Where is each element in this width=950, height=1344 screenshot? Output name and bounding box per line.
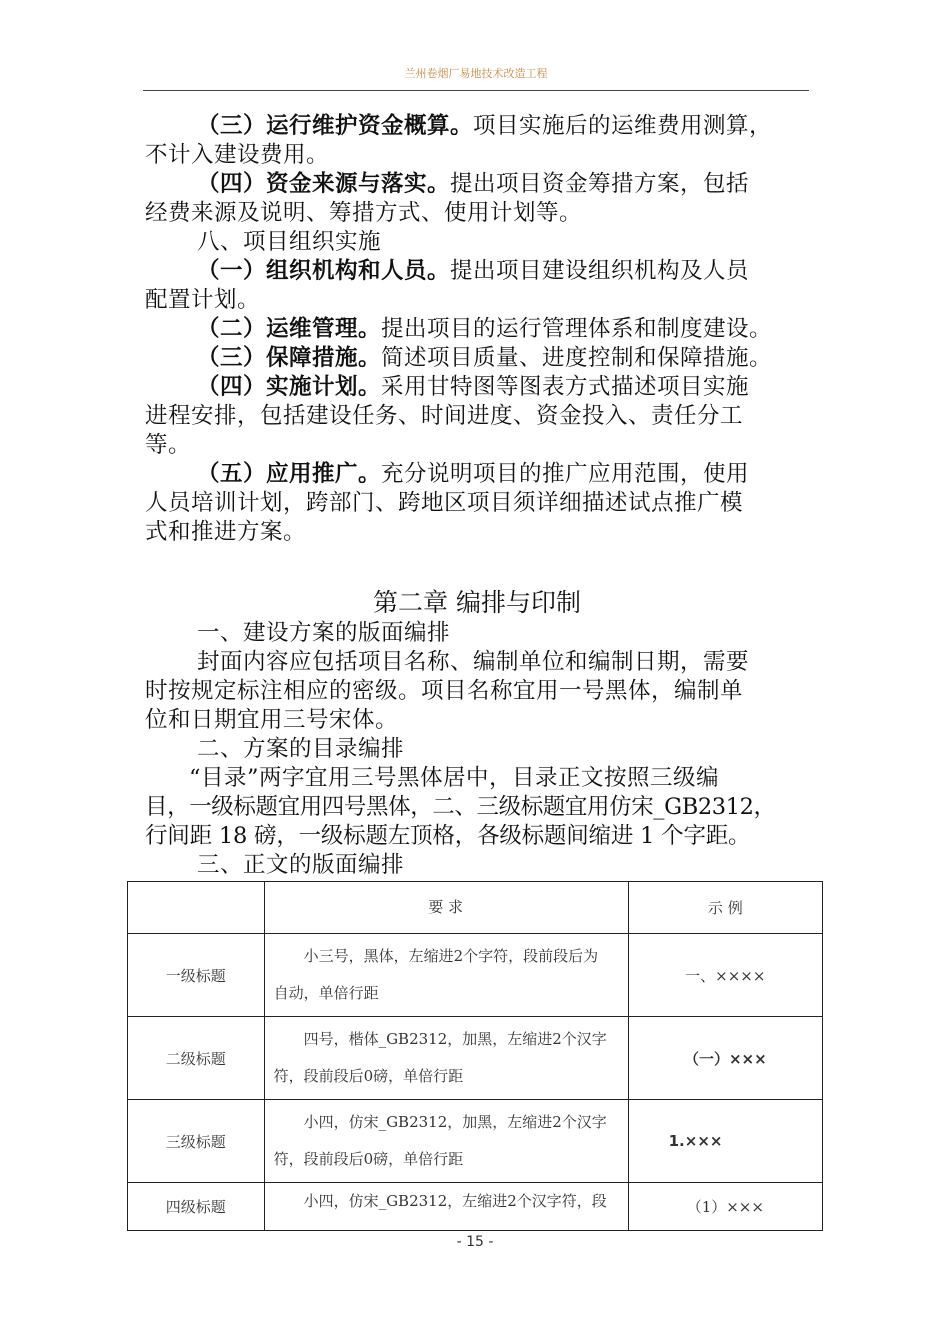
requirement-cell	[264, 1183, 628, 1231]
paragraph-text: 提出项目建设组织机构及人员	[450, 258, 750, 284]
paragraph-continuation: 时按规定标注相应的密级。项目名称宜用一号黑体，编制单	[145, 678, 744, 704]
paragraph	[145, 460, 809, 489]
table-row	[128, 1017, 823, 1100]
paragraph-continuation: 等。	[145, 432, 192, 458]
paragraph-continuation: 目，一级标题宜用四号黑体，二、三级标题宜用仿宋_GB2312，	[145, 794, 776, 820]
paragraph: “目录”两字宜用三号黑体居中，目录正文按照三级编	[189, 765, 720, 791]
requirement-cell	[264, 1017, 628, 1100]
paragraph-heading: （四）资金来源与落实。	[197, 171, 451, 197]
section-heading: 八、项目组织实施	[197, 229, 382, 255]
paragraph-heading: （三）运行维护资金概算。	[197, 113, 474, 139]
paragraph-heading: （五）应用推广。	[197, 461, 382, 487]
example-cell: 1.×××	[628, 1100, 822, 1183]
requirement-line: 符，段前段后0磅，单倍行距	[273, 1067, 464, 1085]
paragraph-continuation: 人员培训计划，跨部门、跨地区项目须详细描述试点推广模	[145, 490, 744, 516]
format-spec-table	[127, 881, 823, 1231]
requirement-line: 小四，仿宋_GB2312，左缩进2个汉字符，段	[303, 1192, 607, 1210]
table-header-cell: 要 求	[264, 882, 628, 934]
page-number: - 15 -	[456, 1234, 494, 1250]
requirement-cell	[264, 934, 628, 1017]
section-heading: 三、正文的版面编排	[197, 852, 405, 878]
section-heading: 二、方案的目录编排	[197, 736, 405, 762]
chapter-title: 第二章 编排与印制	[373, 588, 581, 617]
paragraph-text: 简述项目质量、进度控制和保障措施。	[381, 345, 773, 371]
paragraph-continuation: 配置计划。	[145, 287, 261, 313]
paragraph-text: 充分说明项目的推广应用范围，使用	[381, 461, 750, 487]
paragraph-text: 提出项目资金筹措方案，包括	[450, 171, 750, 197]
table-row	[128, 934, 823, 1017]
level-cell: 四级标题	[128, 1183, 265, 1231]
paragraph	[145, 315, 809, 344]
paragraph-text: 项目实施后的运维费用测算，	[473, 113, 773, 139]
section-heading: 一、建设方案的版面编排	[197, 620, 451, 646]
table-row	[128, 1183, 823, 1231]
requirement-cell	[264, 1100, 628, 1183]
paragraph-text: 采用甘特图等图表方式描述项目实施	[381, 374, 750, 400]
page-header: 兰州卷烟厂易地技术改造工程	[143, 64, 809, 91]
paragraph-continuation: 不计入建设费用。	[145, 142, 330, 168]
paragraph-continuation: 经费来源及说明、筹措方式、使用计划等。	[145, 200, 583, 226]
paragraph	[145, 373, 809, 402]
table-row	[128, 1100, 823, 1183]
requirement-line: 小三号，黑体，左缩进2个字符，段前段后为	[303, 947, 599, 965]
requirement-line: 符，段前段后0磅，单倍行距	[273, 1150, 464, 1168]
example-cell: 一、××××	[628, 934, 822, 1017]
requirement-line: 小四，仿宋_GB2312，加黑，左缩进2个汉字	[303, 1113, 607, 1131]
level-cell: 一级标题	[128, 934, 265, 1017]
paragraph	[145, 112, 809, 141]
table-header-cell	[128, 882, 265, 934]
paragraph-continuation: 式和推进方案。	[145, 519, 307, 545]
paragraph: 封面内容应包括项目名称、编制单位和编制日期，需要	[197, 649, 750, 675]
level-cell: 三级标题	[128, 1100, 265, 1183]
requirement-line: 自动，单倍行距	[273, 984, 379, 1002]
paragraph-heading: （二）运维管理。	[197, 316, 382, 342]
example-cell: （一）×××	[628, 1017, 822, 1100]
paragraph-continuation: 进程安排，包括建设任务、时间进度、资金投入、责任分工	[145, 403, 744, 429]
paragraph-heading: （三）保障措施。	[197, 345, 382, 371]
paragraph-text: 提出项目的运行管理体系和制度建设。	[381, 316, 773, 342]
paragraph	[145, 257, 809, 286]
example-cell: （1）×××	[628, 1183, 822, 1231]
level-cell: 二级标题	[128, 1017, 265, 1100]
table-header-row	[128, 882, 823, 934]
paragraph-continuation: 位和日期宜用三号宋体。	[145, 707, 399, 733]
paragraph	[145, 170, 809, 199]
paragraph-heading: （一）组织机构和人员。	[197, 258, 451, 284]
paragraph-continuation: 行间距 18 磅，一级标题左顶格，各级标题间缩进 1 个字距。	[145, 823, 751, 849]
requirement-line: 四号，楷体_GB2312，加黑，左缩进2个汉字	[303, 1030, 607, 1048]
document-body	[145, 112, 809, 880]
paragraph-heading: （四）实施计划。	[197, 374, 382, 400]
paragraph	[145, 344, 809, 373]
table-header-cell: 示 例	[628, 882, 822, 934]
